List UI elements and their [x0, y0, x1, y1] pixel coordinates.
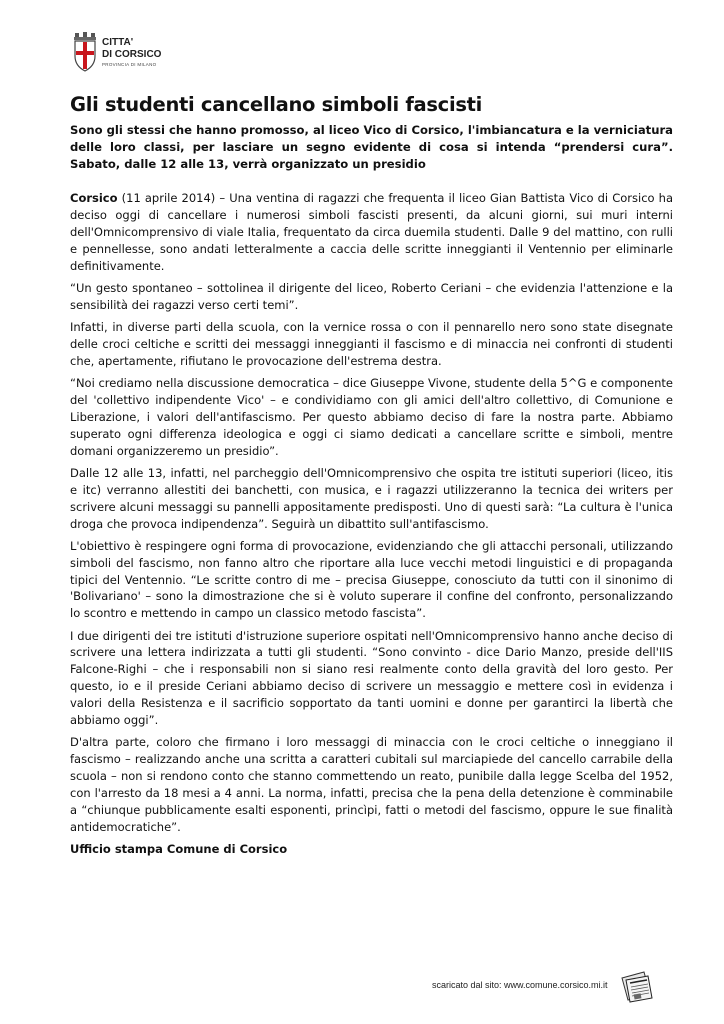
source-footer: scaricato dal sito: www.comune.corsico.mi.it: [432, 980, 608, 990]
logo-line-provincia: PROVINCIA DI MILANO: [102, 62, 157, 67]
article: [70, 92, 673, 858]
article-paragraph-3: Infatti, in diverse parti della scuola, con la vernice rossa o con il pennarello nero sono state disegnate delle croci celtiche e scritti dei messaggi inneggianti il fascismo e di minaccia nei confronti di studenti che, apertamente, rifiutano le provocazione dell'estrema destra.: [70, 319, 673, 368]
article-paragraph-6: L'obiettivo è respingere ogni forma di provocazione, evidenziando che gli attacchi personali, utilizzando simboli del fascismo, non fanno altro che riportare alla luce vecchi metodi linguistici e di propaganda tipici del Ventennio. “Le scritte contro di me – precisa Giuseppe, conosciuto da tutti con il sinonimo di 'Bolivariano' – sono la dimostrazione che si è voluto superare il confine del confronto, personalizzando lo scontro e mettendo in campo un classico metodo fascista”.: [70, 538, 673, 621]
logo-line-citta: CITTA': [102, 37, 134, 48]
article-paragraph-1-text: (11 aprile 2014) – Una ventina di ragazzi che frequenta il liceo Gian Battista Vico di Corsico ha deciso oggi di cancellare i numerosi simboli fascisti presenti, da alcuni giorni, sui muri interni dell'Omnicomprensivo di viale Italia, frequentato da circa duemila studenti. Dalle 9 del mattino, con rulli e pennellesse, sono andati letteralmente a caccia delle scritte inneggianti il Ventennio per eliminarle definitivamente.: [70, 191, 673, 273]
article-paragraph-4: “Noi crediamo nella discussione democratica – dice Giuseppe Vivone, studente della 5^G e componente del 'collettivo indipendente Vico' – e condividiamo con gli amici dell'altro collettivo, di Comunione e Liberazione, i valori dell'antifascismo. Per questo abbiamo deciso di fare la nostra parte. Abbiamo superato ogni differenza ideologica e oggi ci siamo dedicati a cancellare scritte e simboli, mentre domani organizzeremo un presidio”.: [70, 375, 673, 458]
article-paragraph-8: D'altra parte, coloro che firmano i loro messaggi di minaccia con le croci celtiche o inneggiano il fascismo – realizzando anche una scritta a caratteri cubitali sul marciapiede del cancello carrabile della scuola – non si rendono conto che stanno commettendo un reato, punibile dalla legge Scelba del 1952, con l'arresto da 18 mesi a 4 anni. La norma, infatti, precisa che la pena della detenzione è comminabile a “chiunque pubblicamente esalti esponenti, princìpi, fatti o metodi del fascismo, oppure le sue finalità antidemocratiche”.: [70, 735, 673, 834]
article-paragraph-2: “Un gesto spontaneo – sottolinea il dirigente del liceo, Roberto Ceriani – che evidenzia l'attenzione e la sensibilità dei ragazzi verso certi temi”.: [70, 280, 673, 312]
article-paragraph-5: Dalle 12 alle 13, infatti, nel parcheggio dell'Omnicomprensivo che ospita tre istituti superiori (liceo, itis e itc) verranno allestiti dei banchetti, con musica, e i ragazzi utilizzeranno la tecnica dei writers per scrivere alcuni messaggi su pannelli appositamente predisposti. Uno di questi sarà: “La cultura è l'unica droga che provoca indipendenza”. Seguirà un dibattito sull'antifascismo.: [70, 465, 673, 531]
article-paragraph-7: I due dirigenti dei tre istituti d'istruzione superiore ospitati nell'Omnicomprensivo hanno anche deciso di scrivere una lettera indirizzata a tutti gli studenti. “Sono convinto - dice Dario Manzo, preside dell'IIS Falcone-Righi – che i responsabili non si siano resi realmente conto della gravità del loro gesto. Per questo, io e il preside Ceriani abbiamo deciso di scrivere un messaggio e mettere così in evidenza i valori della Resistenza e il sacrificio sopportato da tanti uomini e donne per garantirci la libertà che abbiamo oggi”.: [70, 628, 673, 728]
article-dateline-place: Corsico: [70, 191, 118, 205]
article-paragraph-1: [70, 190, 673, 275]
logo-line-corsico: DI CORSICO: [102, 49, 162, 60]
city-logo: [72, 32, 182, 74]
article-subtitle: Sono gli stessi che hanno promosso, al liceo Vico di Corsico, l'imbiancatura e la verniciatura delle loro classi, per lasciare un segno evidente di cosa si intenda “prendersi cura”. Sabato, dalle 12 alle 13, verrà organizzato un presidio: [70, 123, 673, 171]
press-office-signature: Ufficio stampa Comune di Corsico: [70, 842, 288, 856]
article-title: Gli studenti cancellano simboli fascisti: [70, 93, 483, 116]
newspapers-icon: [618, 968, 656, 1004]
city-crest-icon: [72, 32, 98, 72]
